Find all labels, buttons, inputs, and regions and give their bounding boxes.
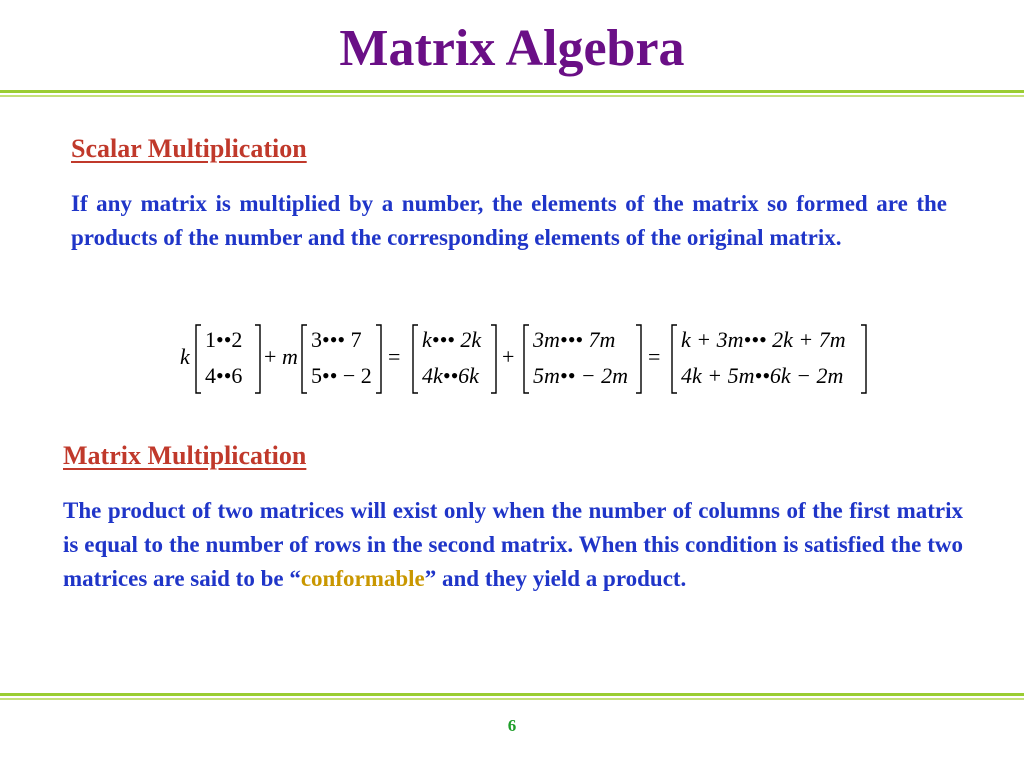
slide-title: Matrix Algebra: [339, 20, 685, 77]
scalar-multiplication-equation: [180, 322, 870, 396]
scalar-multiplication-paragraph: If any matrix is multiplied by a number, the elements of the matrix so formed are the products of the number and the corresponding elements of the original matrix.: [71, 191, 947, 250]
matrix-1-row-2: 4••6: [205, 363, 243, 388]
matrix-4: [524, 325, 641, 393]
scalar-k: k: [180, 344, 190, 369]
scalar-m: m: [282, 344, 298, 369]
matrix-2: [302, 325, 381, 393]
matrix-1: [196, 325, 260, 393]
matrix-multiplication-paragraph: [63, 494, 963, 596]
matrix-5: [672, 325, 866, 393]
matrix-2-row-2: 5•• − 2: [311, 363, 372, 388]
paragraph-text-end: ” and they yield a product.: [424, 566, 687, 591]
plus-sign-1: +: [264, 344, 277, 369]
paragraph-text-start: The product of two matrices will exist only when the number of columns of the first matrix is equal to the number of rows in the second matrix. When this condition is satisfied the two matrices are said to be “: [63, 498, 963, 591]
scalar-multiplication-heading: Scalar Multiplication: [71, 134, 307, 163]
matrix-3-row-2: 4k••6k: [422, 363, 479, 388]
matrix-5-row-1: k + 3m••• 2k + 7m: [681, 327, 846, 352]
plus-sign-2: +: [502, 344, 515, 369]
matrix-1-row-1: 1••2: [205, 327, 243, 352]
matrix-4-row-2: 5m•• − 2m: [533, 363, 629, 388]
matrix-5-row-2: 4k + 5m••6k − 2m: [681, 363, 844, 388]
top-divider: [0, 90, 1024, 98]
matrix-4-row-1: 3m••• 7m: [533, 327, 616, 352]
equals-sign-2: =: [648, 344, 661, 369]
matrix-2-row-1: 3••• 7: [311, 327, 362, 352]
bottom-divider: [0, 693, 1024, 701]
page-number: 6: [507, 716, 517, 735]
matrix-multiplication-heading: Matrix Multiplication: [63, 441, 307, 470]
matrix-3-row-1: k••• 2k: [422, 327, 482, 352]
matrix-3: [413, 325, 496, 393]
equals-sign-1: =: [388, 344, 401, 369]
conformable-highlight: conformable: [300, 566, 425, 591]
